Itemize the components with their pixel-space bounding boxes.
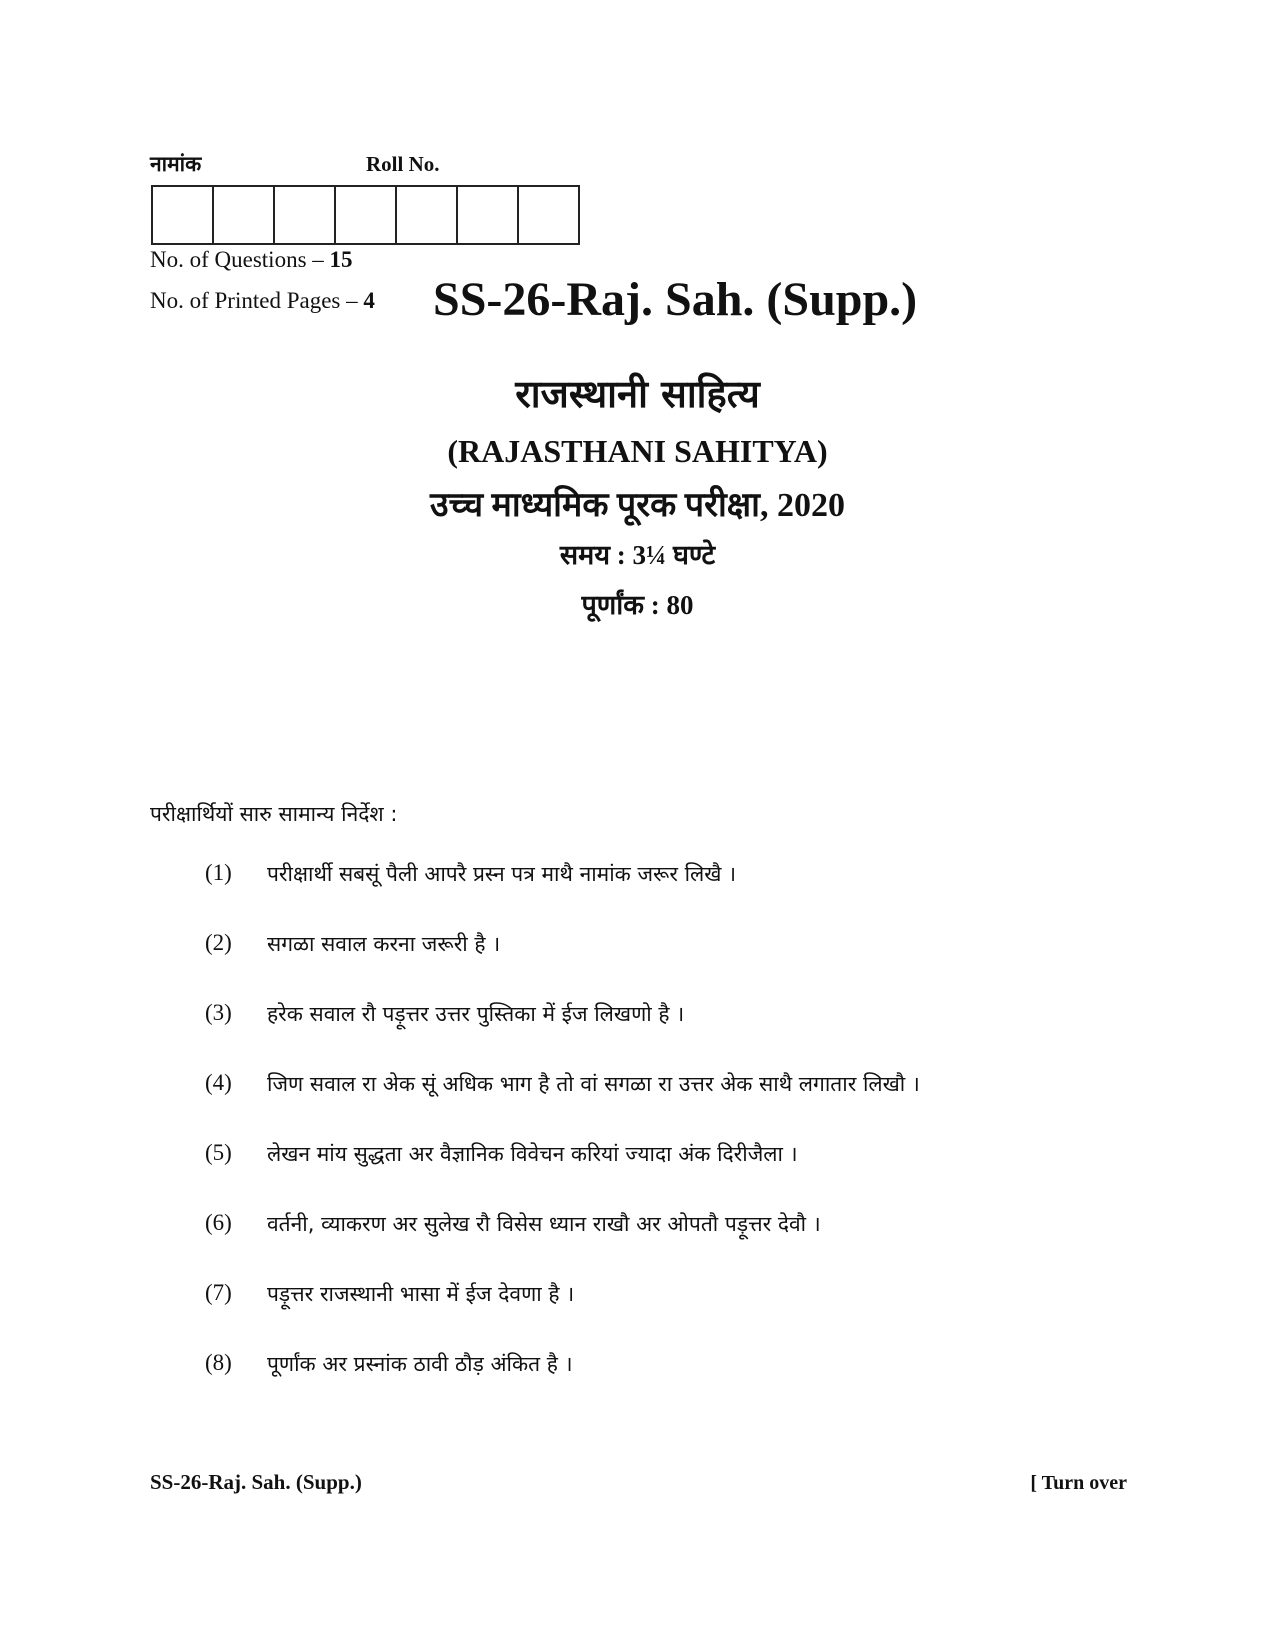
instruction-text: हरेक सवाल रौ पड़ूत्तर उत्तर पुस्तिका में ईज लिखणो है ।: [267, 1002, 685, 1026]
instruction-item: [205, 1350, 1165, 1420]
roll-number-label: Roll No.: [366, 152, 440, 176]
roll-number-box[interactable]: [458, 187, 519, 243]
instruction-text: वर्तनी, व्याकरण अर सुलेख रौ विसेस ध्यान राखौ अर ओपतौ पड़ूत्तर देवौ ।: [267, 1212, 821, 1236]
instruction-text: पूर्णांक अर प्रस्नांक ठावी ठौड़ अंकित है ।: [267, 1352, 573, 1376]
footer-paper-code: SS-26-Raj. Sah. (Supp.): [150, 1470, 362, 1494]
instruction-number: (7): [205, 1280, 232, 1305]
instruction-text: पड़ूत्तर राजस्थानी भासा में ईज देवणा है ।: [267, 1282, 575, 1306]
instruction-number: (4): [205, 1070, 232, 1095]
instruction-number: (1): [205, 860, 232, 885]
roll-number-box[interactable]: [519, 187, 578, 243]
instruction-item: [205, 1070, 1165, 1140]
roll-number-boxes[interactable]: [151, 185, 580, 245]
roll-number-box[interactable]: [397, 187, 458, 243]
instructions-list: [205, 860, 1165, 1420]
instruction-item: [205, 860, 1165, 930]
instruction-text: लेखन मांय सुद्धता अर वैज्ञानिक विवेचन करियां ज्यादा अंक दिरीजैला ।: [267, 1142, 798, 1166]
instruction-text: परीक्षार्थी सबसूं पैली आपरै प्रस्न पत्र माथै नामांक जरूर लिखै ।: [267, 862, 737, 886]
maximum-marks: पूर्णांक : 80: [581, 590, 694, 620]
number-of-pages: [150, 288, 375, 314]
roll-number-box[interactable]: [275, 187, 336, 243]
roll-number-label-hindi: नामांक: [150, 152, 202, 176]
instruction-item: [205, 930, 1165, 1000]
questions-value: 15: [329, 247, 353, 272]
roll-number-box[interactable]: [336, 187, 397, 243]
instruction-number: (2): [205, 930, 232, 955]
exam-name: उच्च माध्यमिक पूरक परीक्षा, 2020: [430, 487, 845, 524]
paper-code: SS-26-Raj. Sah. (Supp.): [433, 273, 918, 326]
instruction-text: सगळा सवाल करना जरूरी है ।: [267, 932, 501, 956]
instructions-heading: परीक्षार्थियों सारु सामान्य निर्देश :: [150, 802, 398, 826]
instruction-item: [205, 1000, 1165, 1070]
instruction-item: [205, 1210, 1165, 1280]
instruction-number: (6): [205, 1210, 232, 1235]
instruction-text: जिण सवाल रा अेक सूं अधिक भाग है तो वां सगळा रा उत्तर अेक साथै लगातार लिखौ ।: [267, 1072, 920, 1096]
turn-over-note: [ Turn over: [1030, 1472, 1127, 1494]
exam-time: समय : 3¼ घण्टे: [559, 540, 716, 570]
roll-number-box[interactable]: [153, 187, 214, 243]
instruction-item: [205, 1280, 1165, 1350]
instruction-number: (5): [205, 1140, 232, 1165]
instruction-item: [205, 1140, 1165, 1210]
subject-title-english: (RAJASTHANI SAHITYA): [447, 433, 828, 469]
pages-value: 4: [363, 288, 375, 313]
questions-label: No. of Questions –: [150, 247, 330, 272]
subject-title-hindi: राजस्थानी साहित्य: [515, 372, 760, 416]
roll-number-box[interactable]: [214, 187, 275, 243]
number-of-questions: [150, 247, 353, 273]
instruction-number: (3): [205, 1000, 232, 1025]
instruction-number: (8): [205, 1350, 232, 1375]
pages-label: No. of Printed Pages –: [150, 288, 364, 313]
